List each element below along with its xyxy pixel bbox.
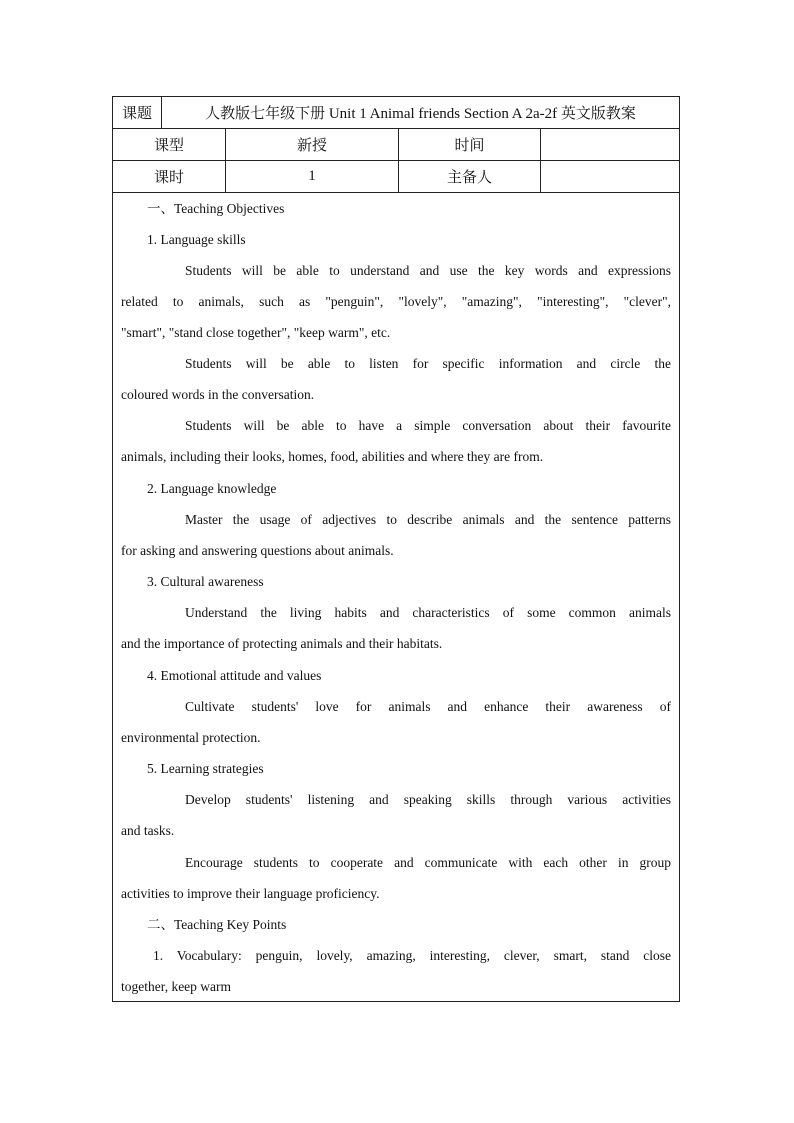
paragraph-line: Encourage students to cooperate and communicate with each other in group xyxy=(185,855,671,870)
time-label: 时间 xyxy=(398,129,540,160)
paragraph-line: 1. Vocabulary: penguin, lovely, amazing, interesting, clever, smart, stand close xyxy=(153,948,671,963)
paragraph-line: animals, including their looks, homes, food, abilities and where they are from. xyxy=(121,449,544,464)
title-row xyxy=(113,97,679,129)
paragraph-line: coloured words in the conversation. xyxy=(121,387,315,402)
paragraph-line: environmental protection. xyxy=(121,730,261,745)
preparer-value xyxy=(540,161,679,192)
paragraph-line: Understand the living habits and characteristics of some common animals xyxy=(185,605,671,620)
paragraph-line: Master the usage of adjectives to describe animals and the sentence patterns xyxy=(185,512,671,527)
lesson-plan-table xyxy=(112,96,680,1002)
subheading-learning-strategies: 5. Learning strategies xyxy=(147,761,264,776)
subheading-language-knowledge: 2. Language knowledge xyxy=(147,481,277,496)
paragraph-line: activities to improve their language proficiency. xyxy=(121,886,380,901)
type-label: 课型 xyxy=(153,138,184,154)
period-label: 课时 xyxy=(153,170,184,186)
section-heading-key-points: 二、Teaching Key Points xyxy=(147,917,287,932)
paragraph-line: Develop students' listening and speaking skills through various activities xyxy=(185,792,671,807)
paragraph-line: Students will be able to have a simple conversation about their favourite xyxy=(185,418,671,433)
paragraph-line: together, keep warm xyxy=(121,979,232,994)
paragraph-line: and tasks. xyxy=(121,823,175,838)
type-value: 新授 xyxy=(225,129,398,160)
paragraph-line: Students will be able to understand and use the key words and expressions xyxy=(185,263,671,278)
paragraph-line: related to animals, such as "penguin", "lovely", "amazing", "interesting", "clever", xyxy=(121,294,671,309)
paragraph-line: "smart", "stand close together", "keep warm", etc. xyxy=(121,325,391,340)
paragraph-line: and the importance of protecting animals and their habitats. xyxy=(121,636,443,651)
subheading-cultural-awareness: 3. Cultural awareness xyxy=(147,574,264,589)
title-value: 人教版七年级下册 Unit 1 Animal friends Section A 2a-2f 英文版教案 xyxy=(161,97,679,128)
period-value: 1 xyxy=(225,161,398,192)
subheading-emotional-attitude: 4. Emotional attitude and values xyxy=(147,668,322,683)
paragraph-line: Students will be able to listen for specific information and circle the xyxy=(185,356,671,371)
period-row xyxy=(113,161,679,193)
paragraph-line: for asking and answering questions about animals. xyxy=(121,543,394,558)
section-heading-objectives: 一、Teaching Objectives xyxy=(147,201,285,216)
subheading-language-skills: 1. Language skills xyxy=(147,232,246,247)
paragraph-line: Cultivate students' love for animals and enhance their awareness of xyxy=(185,699,671,714)
type-row xyxy=(113,129,679,161)
title-label: 课题 xyxy=(121,106,152,122)
lesson-content xyxy=(113,193,679,1001)
time-value xyxy=(540,129,679,160)
preparer-label: 主备人 xyxy=(398,161,540,192)
